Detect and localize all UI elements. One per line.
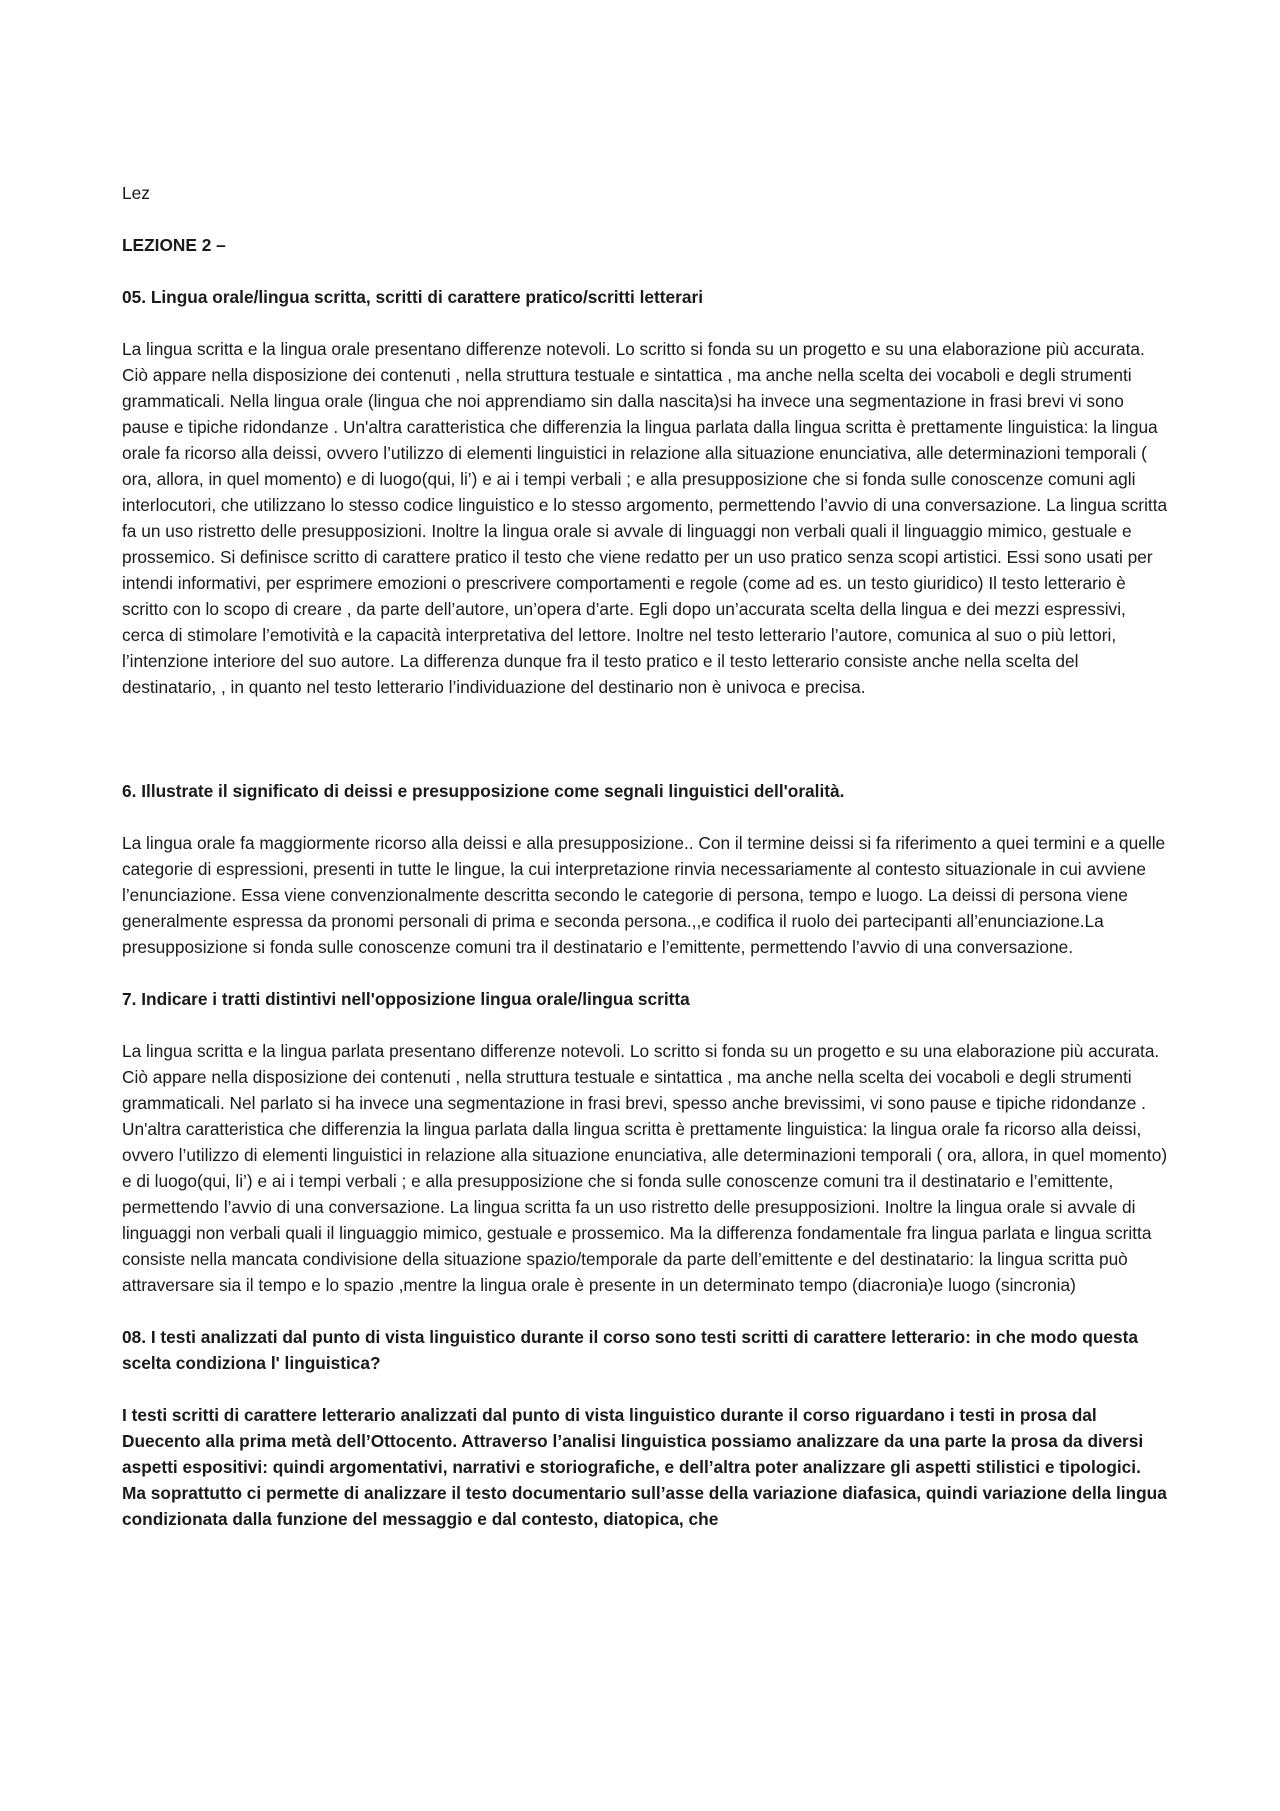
lesson-title: LEZIONE 2 –	[122, 235, 226, 255]
question-6-heading: 6. Illustrate il significato di deissi e presupposizione come segnali linguistici dell'oralità.	[122, 781, 845, 801]
question-05-heading: 05. Lingua orale/lingua scritta, scritti di carattere pratico/scritti letterari	[122, 287, 704, 307]
document-page	[122, 180, 1168, 1558]
question-08-heading: 08. I testi analizzati dal punto di vista linguistico durante il corso sono testi scritti di carattere letterario: in che modo questa scelta condiziona l' linguistica?	[122, 1327, 1138, 1373]
question-08-answer: I testi scritti di carattere letterario analizzati dal punto di vista linguistico durante il corso riguardano i testi in prosa dal Duecento alla prima metà dell’Ottocento. Attraverso l’analisi linguistica possiamo analizzare da una parte la prosa da diversi aspetti espositivi: quindi argomentativi, narrativi e storiografiche, e dell’altra poter analizzare gli aspetti stilistici e tipologici. Ma soprattutto ci permette di analizzare il testo documentario sull’asse della variazione diafasica, quindi variazione della lingua condizionata dalla funzione del messaggio e dal contesto, diatopica, che	[122, 1405, 1167, 1529]
question-7-heading: 7. Indicare i tratti distintivi nell'opposizione lingua orale/lingua scritta	[122, 989, 690, 1009]
question-05-answer: La lingua scritta e la lingua orale presentano differenze notevoli. Lo scritto si fonda su un progetto e su una elaborazione più accurata. Ciò appare nella disposizione dei contenuti , nella struttura testuale e sintattica , ma anche nella scelta dei vocaboli e degli strumenti grammaticali. Nella lingua orale (lingua che noi apprendiamo sin dalla nascita)si ha invece una segmentazione in frasi brevi vi sono pause e tipiche ridondanze . Un'altra caratteristica che differenzia la lingua parlata dalla lingua scritta è prettamente linguistica: la lingua orale fa ricorso alla deissi, ovvero l’utilizzo di elementi linguistici in relazione alla situazione enunciativa, alle determinazioni temporali ( ora, allora, in quel momento) e di luogo(qui, li’) e ai i tempi verbali ; e alla presupposizione che si fonda sulle conoscenze comuni agli interlocutori, che utilizzano lo stesso codice linguistico e lo stesso argomento, permettendo l’avvio di una conversazione. La lingua scritta fa un uso ristretto delle presupposizioni. Inoltre la lingua orale si avvale di linguaggi non verbali quali il linguaggio mimico, gestuale e prossemico. Si definisce scritto di carattere pratico il testo che viene redatto per un uso pratico senza scopi artistici. Essi sono usati per intendi informativi, per esprimere emozioni o prescrivere comportamenti e regole (come ad es. un testo giuridico) Il testo letterario è scritto con lo scopo di creare , da parte dell’autore, un’opera d’arte. Egli dopo un’accurata scelta della lingua e dei mezzi espressivi, cerca di stimolare l’emotività e la capacità interpretativa del lettore. Inoltre nel testo letterario l’autore, comunica al suo o più lettori, l’intenzione interiore del suo autore. La differenza dunque fra il testo pratico e il testo letterario consiste anche nella scelta del destinatario, , in quanto nel testo letterario l’individuazione del destinario non è univoca e precisa.	[122, 339, 1168, 697]
question-7-answer: La lingua scritta e la lingua parlata presentano differenze notevoli. Lo scritto si fonda su un progetto e su una elaborazione più accurata. Ciò appare nella disposizione dei contenuti , nella struttura testuale e sintattica , ma anche nella scelta dei vocaboli e degli strumenti grammaticali. Nel parlato si ha invece una segmentazione in frasi brevi, spesso anche brevissimi, vi sono pause e tipiche ridondanze . Un'altra caratteristica che differenzia la lingua parlata dalla lingua scritta è prettamente linguistica: la lingua orale fa ricorso alla deissi, ovvero l’utilizzo di elementi linguistici in relazione alla situazione enunciativa, alle determinazioni temporali ( ora, allora, in quel momento) e di luogo(qui, li’) e ai i tempi verbali ; e alla presupposizione che si fonda sulle conoscenze comuni tra il destinatario e l’emittente, permettendo l’avvio di una conversazione. La lingua scritta fa un uso ristretto delle presupposizioni. Inoltre la lingua orale si avvale di linguaggi non verbali quali il linguaggio mimico, gestuale e prossemico. Ma la differenza fondamentale fra lingua parlata e lingua scritta consiste nella mancata condivisione della situazione spazio/temporale da parte dell’emittente e del destinatario: la lingua scritta può attraversare sia il tempo e lo spazio ,mentre la lingua orale è presente in un determinato tempo (diacronia)e luogo (sincronia)	[122, 1041, 1168, 1295]
question-6-answer: La lingua orale fa maggiormente ricorso alla deissi e alla presupposizione.. Con il termine deissi si fa riferimento a quei termini e a quelle categorie di espressioni, presenti in tutte le lingue, la cui interpretazione rinvia necessariamente al contesto situazionale in cui avviene l’enunciazione. Essa viene convenzionalmente descritta secondo le categorie di persona, tempo e luogo. La deissi di persona viene generalmente espressa da pronomi personali di prima e seconda persona.,,e codifica il ruolo dei partecipanti all’enunciazione.La presupposizione si fonda sulle conoscenze comuni tra il destinatario e l’emittente, permettendo l’avvio di una conversazione.	[122, 833, 1166, 957]
lez-label: Lez	[122, 183, 150, 203]
